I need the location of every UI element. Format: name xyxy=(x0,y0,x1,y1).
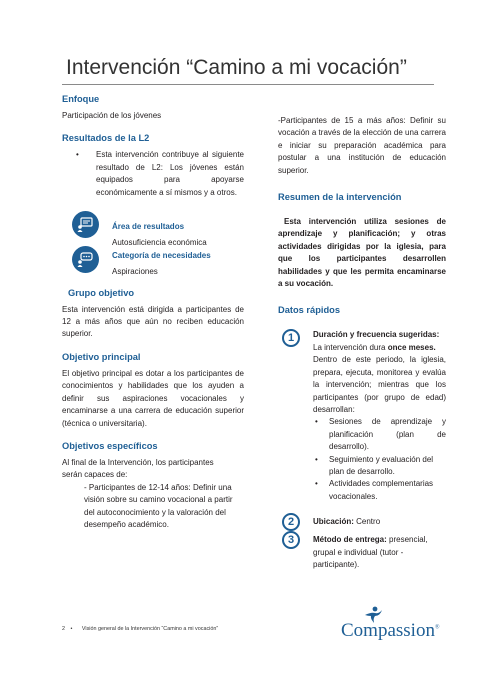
presentation-icon xyxy=(72,211,99,238)
especificos-heading: Objetivos específicos xyxy=(62,440,158,451)
metodo-label: Método de entrega: xyxy=(313,535,387,545)
metodo-block xyxy=(313,531,446,571)
area-value: Autosuficiencia económica xyxy=(112,238,207,248)
resumen-text: Esta intervención utiliza sesiones de aprendizaje y planificación; y otras actividades dirigidas por la iglesia, para que los participantes desarrollen habilidades y que les permita encaminarse a su vocación. xyxy=(278,217,446,289)
logo-wordmark: Compassion xyxy=(341,620,435,641)
datos-bullet-2: Seguimiento y evaluación del plan de desarrollo. xyxy=(329,454,434,476)
area-row xyxy=(62,211,244,250)
right-column xyxy=(278,115,446,571)
list-item xyxy=(76,149,244,199)
enfoque-heading: Enfoque xyxy=(62,94,100,104)
categoria-label: Categoría de necesidades xyxy=(112,250,211,260)
datos-bullet-1: Sesiones de aprendizaje y planificación (plan de desarrollo). xyxy=(329,417,446,452)
logo-text xyxy=(341,620,440,642)
categoria-text xyxy=(112,250,211,279)
number-1-icon: 1 xyxy=(282,329,300,347)
duracion-bold: once meses. xyxy=(387,342,436,352)
categoria-row xyxy=(62,250,244,279)
objetivo-text: El objetivo principal es dotar a los participantes de conocimientos y habilidades que los ayuden a definir sus aspiraciones vocacionales y encaminarse a una carrera de educación superior (técnica o universitaria). xyxy=(62,368,244,428)
datos-item-2 xyxy=(278,513,446,531)
resultados-bullet: Esta intervención contribuye al siguiente resultado de L2: Los jóvenes están equipados para apoyarse económicamente a sí mismos y a otros. xyxy=(96,150,244,197)
duracion-block xyxy=(313,329,446,503)
resumen-section xyxy=(278,191,446,290)
bullet-icon: • xyxy=(76,150,79,160)
especificos-item-1: - Participantes de 12-14 años: Definir una visión sobre su camino vocacional a partir del autoconocimiento y la valoración del desempeño académico. xyxy=(84,482,233,529)
list-item xyxy=(315,478,446,503)
resultados-heading: Resultados de la L2 xyxy=(62,133,150,144)
ubicacion-block xyxy=(313,513,446,531)
datos-bullet-3: Actividades complementarias vocacionales. xyxy=(329,479,434,501)
compassion-logo xyxy=(341,606,440,641)
logo-registered-mark: ® xyxy=(434,624,440,631)
categoria-value: Aspiraciones xyxy=(112,267,158,277)
grupo-heading: Grupo objetivo xyxy=(68,287,135,298)
area-label: Área de resultados xyxy=(112,222,185,232)
datos-item-3 xyxy=(278,531,446,571)
resumen-heading: Resumen de la intervención xyxy=(278,192,402,203)
datos-heading: Datos rápidos xyxy=(278,305,340,316)
title-divider xyxy=(62,84,434,85)
left-column xyxy=(62,93,244,541)
especificos-intro: Al final de la Intervención, los participantes serán capaces de: xyxy=(62,457,214,480)
footer-text: Visión general de la Intervención “Camino a mi vocación” xyxy=(81,626,219,632)
grupo-section xyxy=(62,287,244,341)
especificos-section xyxy=(62,440,244,531)
datos-item-1 xyxy=(278,329,446,503)
area-text xyxy=(112,221,207,250)
duracion-pre: La intervención dura xyxy=(313,342,388,352)
objetivo-section xyxy=(62,351,244,430)
page-number: 2 xyxy=(62,626,65,632)
ubicacion-label: Ubicación: xyxy=(313,517,354,527)
duracion-label: Duración y frecuencia sugeridas: xyxy=(313,330,440,340)
grupo-text: Esta intervención está dirigida a participantes de 12 a más años que aún no reciben educación superior. xyxy=(62,304,244,339)
bullet-icon: • xyxy=(315,479,318,489)
chat-icon xyxy=(72,246,99,273)
number-3-icon: 3 xyxy=(282,531,300,549)
enfoque-text: Participación de los jóvenes xyxy=(62,111,162,120)
resultados-section xyxy=(62,132,244,199)
metodo-value: presencial, grupal e individual (tutor - participante). xyxy=(313,535,428,569)
duracion-text: Dentro de este periodo, la iglesia, prepara, ejecuta, monitorea y evalúa la intervención; mientras que los participantes (por grupo de edad) desarrollan: xyxy=(313,355,446,414)
number-2-icon: 2 xyxy=(282,513,300,531)
footer-separator: • xyxy=(70,626,73,632)
especificos-item-2: -Participantes de 15 a más años: Definir su vocación a través de la elección de una carrera e iniciar su preparación académica para postular a una institución de educación superior. xyxy=(278,116,446,175)
objetivo-heading: Objetivo principal xyxy=(62,351,141,362)
page-footer xyxy=(62,626,218,632)
bullet-icon: • xyxy=(315,454,318,464)
duracion-line xyxy=(313,342,446,354)
datos-section xyxy=(278,304,446,571)
page-title: Intervención “Camino a mi vocación” xyxy=(66,56,407,79)
list-item xyxy=(315,416,446,453)
ubicacion-value: Centro xyxy=(353,517,381,527)
list-item xyxy=(315,454,446,479)
bullet-icon: • xyxy=(315,417,318,427)
enfoque-section xyxy=(62,93,244,122)
